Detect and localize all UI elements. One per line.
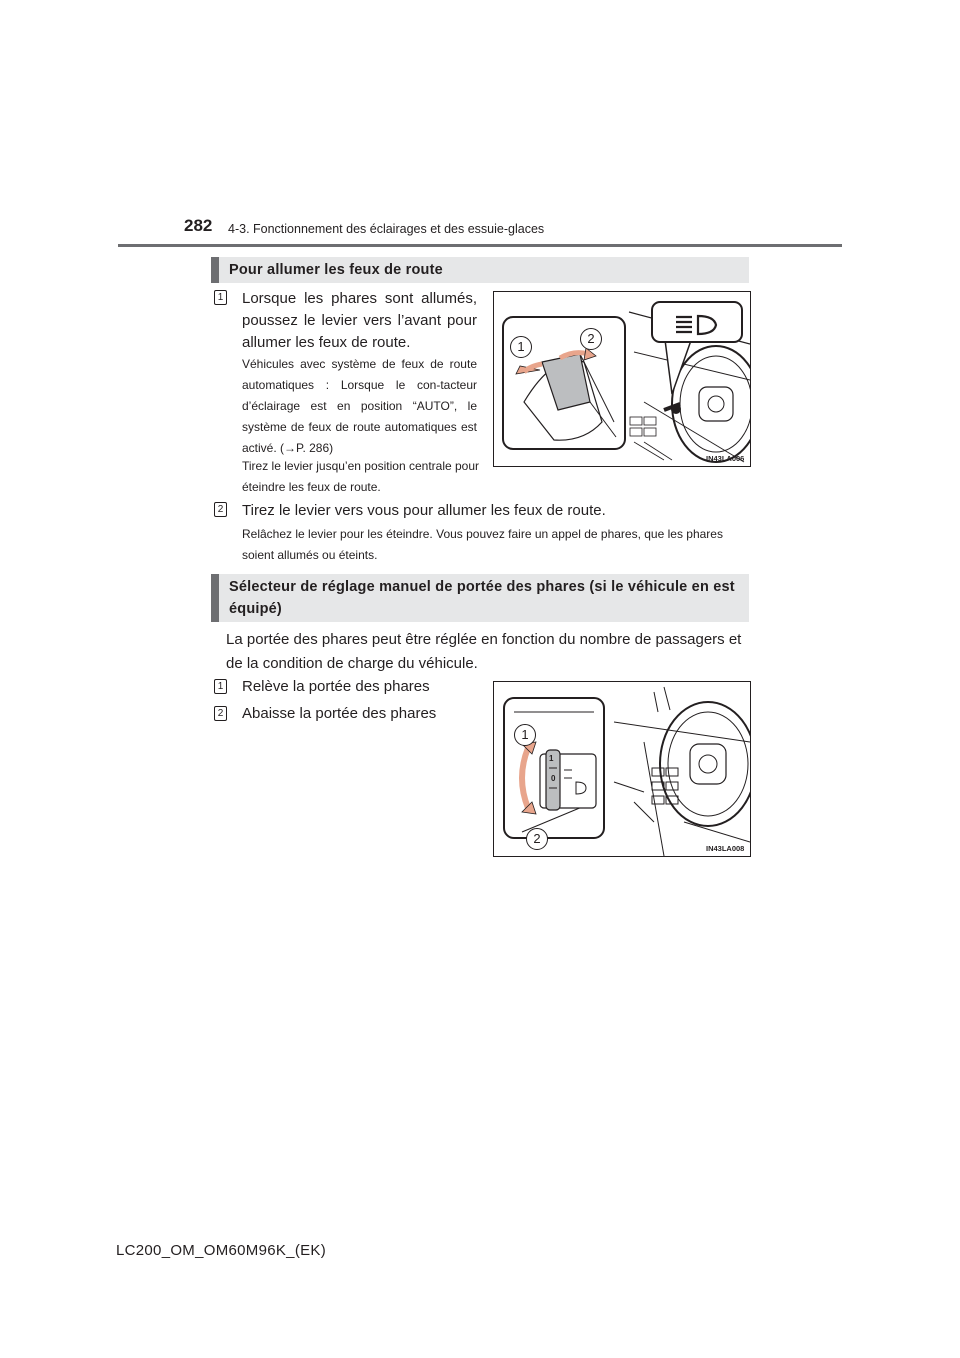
document-code: LC200_OM_OM60M96K_(EK) <box>116 1242 327 1259</box>
section-heading-leveling: Sélecteur de réglage manuel de portée des phares (si le véhicule en est équipé) <box>211 574 749 622</box>
leveling-item-number-2: 2 <box>214 706 227 721</box>
figure-1-callout-2: 2 <box>580 328 602 350</box>
leveling-item-text-2: Abaisse la portée des phares <box>242 705 437 722</box>
figure-2-code: IN43LA008 <box>706 844 745 853</box>
leveling-item-number-1: 1 <box>214 679 227 694</box>
dial-mark-top: 1 <box>549 754 554 763</box>
figure-1-callout-1: 1 <box>510 336 532 358</box>
step-number-2: 2 <box>214 502 227 517</box>
leveling-item-text-1: Relève la portée des phares <box>242 678 430 695</box>
figure-lever-high-beam <box>493 291 751 467</box>
figure-2-callout-2: 2 <box>526 828 548 850</box>
high-beam-indicator-icon <box>668 314 724 336</box>
step-number-1: 1 <box>214 290 227 305</box>
section-title: 4-3. Fonctionnement des éclairages et des essuie-glaces <box>228 222 545 236</box>
step-1-text: Lorsque les phares sont allumés, poussez le levier vers l’avant pour allumer les feux de route. <box>242 290 477 351</box>
step-1-note-off: Tirez le levier jusqu’en position centrale pour éteindre les feux de route. <box>242 459 480 494</box>
step-2-text: Tirez le levier vers vous pour allumer les feux de route. <box>242 502 606 519</box>
step-1-note-auto: Véhicules avec système de feux de route automatiques : Lorsque le con-tacteur d’éclairage est en position “AUTO”, le système de feux de route automatiques est activé. (→P. 286) <box>242 357 477 455</box>
step-2-note: Relâchez le levier pour les éteindre. Vous pouvez faire un appel de phares, que les phares soient allumés ou éteints. <box>242 527 723 562</box>
dial-mark-zero: 0 <box>551 774 556 783</box>
figure-headlight-leveling-dial <box>493 681 751 857</box>
leveling-intro: La portée des phares peut être réglée en fonction du nombre de passagers et de la condition de charge du véhicule. <box>226 631 742 672</box>
page-number: 282 <box>184 216 213 235</box>
figure-2-callout-1: 1 <box>514 724 536 746</box>
header-divider <box>118 244 842 247</box>
section-heading-high-beam: Pour allumer les feux de route <box>211 257 749 283</box>
figure-1-code: IN43LA006 <box>706 454 745 463</box>
